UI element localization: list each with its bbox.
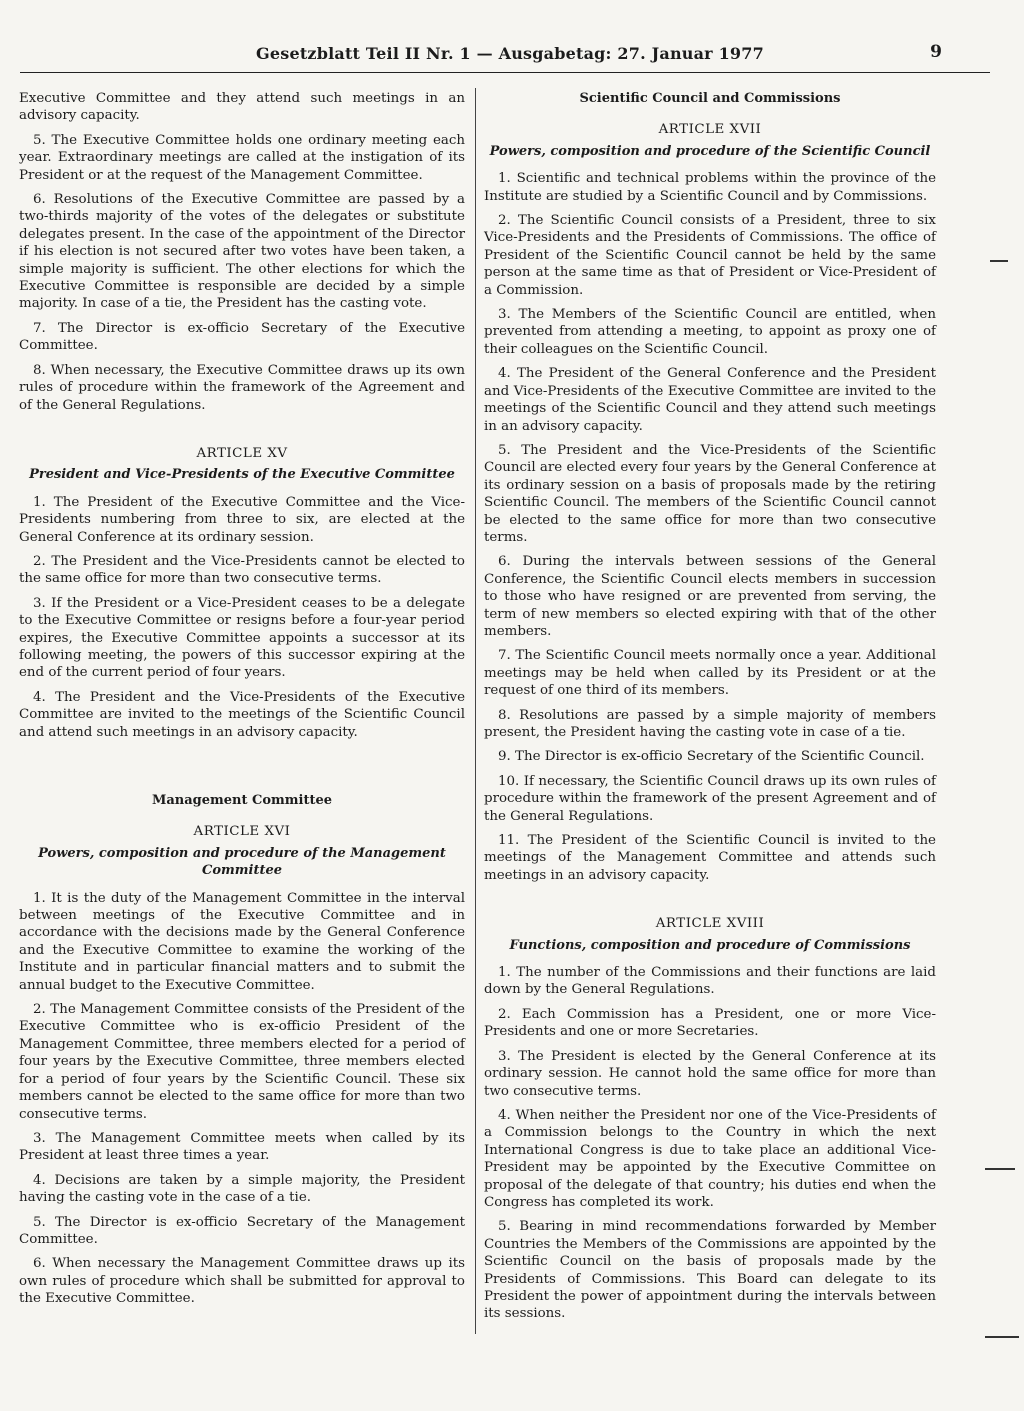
- paragraph: 11. The President of the Scientific Council is invited to the meetings of the Management Committee and attends such meetings in an advisory capacity.: [484, 833, 936, 883]
- article-title: ARTICLE XVI: [193, 824, 291, 840]
- paragraph: 1. The number of the Commissions and their functions are laid down by the General Regulations.: [484, 965, 936, 998]
- paragraph: 1. The President of the Executive Committee and the Vice-Presidents numbering from three to six, are elected at the General Conference at its ordinary session.: [19, 494, 465, 545]
- article-title: ARTICLE XVII: [658, 122, 762, 138]
- margin-mark: [990, 260, 1008, 262]
- paragraph: 4. Decisions are taken by a simple majority, the President having the casting vote in the case of a tie.: [19, 1172, 465, 1206]
- article-subtitle: President and Vice-Presidents of the Executive Committee: [29, 467, 455, 483]
- paragraph: 2. Each Commission has a President, one or more Vice-Presidents and one or more Secretaries.: [484, 1006, 936, 1040]
- page-number: 9: [930, 42, 942, 62]
- paragraph: 1. Scientific and technical problems within the province of the Institute are studied by a Scientific Council and by Commissions.: [484, 171, 936, 204]
- paragraph: 1. It is the duty of the Management Committee in the interval between meetings of the Executive Committee and in accordance with the decisions made by the General Conference and the Executive Committee to examine the working of the Institute and in particular financial matters and to submit the annual budget to the Executive Committee.: [19, 890, 465, 993]
- paragraph: 8. Resolutions are passed by a simple majority of members present, the President having the casting vote in case of a tie.: [484, 707, 936, 740]
- left-column: [19, 90, 465, 1315]
- paragraph: 4. When neither the President nor one of the Vice-Presidents of a Commission belongs to the Country in which the next International Congress is due to take place an additional Vice-President may be appointed by the Executive Committee on proposal of the delegate of that country; his duties end when the Congress has completed its work.: [484, 1107, 936, 1210]
- paragraph: 2. The President and the Vice-Presidents cannot be elected to the same office for more than two consecutive terms.: [19, 553, 465, 587]
- paragraph: 4. The President and the Vice-Presidents of the Executive Committee are invited to the meetings of the Scientific Council and attend such meetings in an advisory capacity.: [19, 689, 465, 740]
- paragraph: 6. Resolutions of the Executive Committee are passed by a two-thirds majority of the votes of the delegates or substitute delegates present. In the case of the appointment of the Director if his election is not secured after two votes have been taken, a simple majority is sufficient. The other elections for which the Executive Committee is responsible are decided by a simple majority. In case of a tie, the President has the casting vote.: [19, 192, 465, 312]
- paragraph: 2. The Scientific Council consists of a President, three to six Vice-Presidents and the Presidents of Commissions. The office of President of the Scientific Council cannot be held by the same person at the same time as that of President or Vice-President of a Commission.: [484, 213, 936, 298]
- paragraph: 5. The President and the Vice-Presidents of the Scientific Council are elected every four years by the General Conference at its ordinary session on a basis of proposals made by the retiring Scientific Council. The members of the Scientific Council cannot be elected to the same office for more than two consecutive terms.: [484, 442, 936, 545]
- paragraph: 9. The Director is ex-officio Secretary of the Scientific Council.: [498, 749, 925, 765]
- paragraph: 5. Bearing in mind recommendations forwarded by Member Countries the Members of the Commissions are appointed by the Scientific Council on the basis of proposals made by the Presidents of Commissions. This Board can delegate to its President the power of appointment during the intervals between its sessions.: [484, 1219, 936, 1322]
- header-title: Gesetzblatt Teil II Nr. 1 — Ausgabetag: 27. Januar 1977: [256, 44, 764, 63]
- paragraph: 7. The Scientific Council meets normally once a year. Additional meetings may be held when called by its President or at the request of one third of its members.: [484, 648, 936, 699]
- paragraph: 7. The Director is ex-officio Secretary of the Executive Committee.: [19, 320, 465, 354]
- column-divider: [475, 88, 476, 1334]
- paragraph: 6. When necessary the Management Committee draws up its own rules of procedure which shall be submitted for approval to the Executive Committee.: [19, 1256, 465, 1307]
- margin-mark: [985, 1336, 1019, 1338]
- paragraph-continued: Executive Committee and they attend such meetings in an advisory capacity.: [19, 91, 465, 124]
- section-heading: Scientific Council and Commissions: [579, 91, 841, 106]
- paragraph: 3. The Members of the Scientific Council are entitled, when prevented from attending a meeting, to appoint as proxy one of their colleagues on the Scientific Council.: [484, 307, 936, 357]
- article-subtitle: Functions, composition and procedure of Commissions: [509, 937, 911, 953]
- article-title: ARTICLE XV: [196, 445, 288, 461]
- article-subtitle: Powers, composition and procedure of the Scientific Council: [489, 143, 931, 159]
- margin-mark: [985, 1168, 1015, 1170]
- paragraph: 2. The Management Committee consists of the President of the Executive Committee who is ex-officio President of the Management Committee, three members elected for a period of four years by the Executive Committee, three members elected for a period of four years by the Scientific Council. These six members cannot be elected to the same office for more than two consecutive terms.: [19, 1002, 465, 1122]
- paragraph: 6. During the intervals between sessions of the General Conference, the Scientific Council elects members in succession to those who have resigned or are prevented from serving, the term of new members so elected expiring with that of the other members.: [484, 554, 936, 639]
- article-title: ARTICLE XVIII: [655, 916, 765, 932]
- paragraph: 4. The President of the General Conference and the President and Vice-Presidents of the Executive Committee are invited to the meetings of the Scientific Council and they attend such meetings in an advisory capacity.: [484, 366, 936, 434]
- paragraph: 5. The Executive Committee holds one ordinary meeting each year. Extraordinary meetings are called at the instigation of its President or at the request of the Management Committee.: [19, 132, 465, 183]
- paragraph: 3. If the President or a Vice-President ceases to be a delegate to the Executive Committee or resigns before a four-year period expires, the Executive Committee appoints a successor at its following meeting, the powers of this successor expiring at the end of the current period of four years.: [19, 595, 465, 681]
- section-heading: Management Committee: [151, 793, 333, 808]
- paragraph: 10. If necessary, the Scientific Council draws up its own rules of procedure within the framework of the present Agreement and of the General Regulations.: [484, 773, 936, 824]
- paragraph: 5. The Director is ex-officio Secretary of the Management Committee.: [19, 1214, 465, 1247]
- page-header: [20, 38, 990, 73]
- paragraph: 8. When necessary, the Executive Committee draws up its own rules of procedure within the framework of the Agreement and of the General Regulations.: [19, 362, 465, 413]
- paragraph: 3. The President is elected by the General Conference at its ordinary session. He cannot hold the same office for more than two consecutive terms.: [484, 1048, 936, 1099]
- right-column: [484, 90, 936, 1330]
- article-subtitle: Powers, composition and procedure of the Management Committee: [38, 845, 446, 879]
- paragraph: 3. The Management Committee meets when called by its President at least three times a year.: [19, 1130, 465, 1164]
